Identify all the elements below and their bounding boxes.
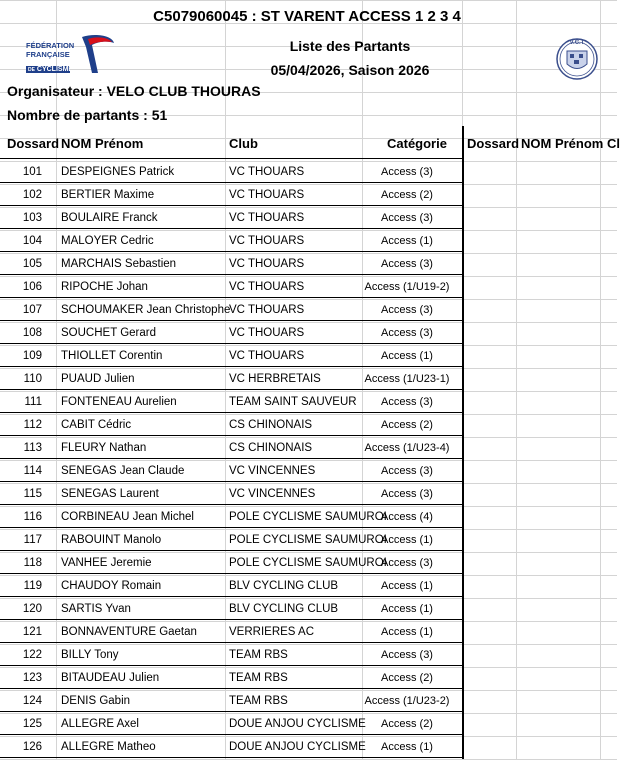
ffc-logo-line3: CYCLISME [36, 66, 74, 73]
dossard-cell: 110 [23, 373, 42, 385]
name-cell: SENEGAS Jean Claude [61, 465, 185, 477]
dossard-cell: 117 [23, 534, 42, 546]
table-row [0, 712, 462, 735]
club-cell: VC THOUARS [229, 281, 305, 293]
name-cell: PUAUD Julien [61, 373, 135, 385]
club-cell: VC VINCENNES [229, 488, 316, 500]
category-cell: Access (3) [381, 557, 433, 569]
dossard-cell: 114 [23, 465, 42, 477]
club-cell: VC HERBRETAIS [229, 373, 321, 385]
club-cell: VERRIERES AC [229, 626, 314, 638]
category-cell: Access (1/U23-4) [364, 442, 450, 454]
category-cell: Access (4) [381, 511, 433, 523]
participants-count: Nombre de partants : 51 [7, 107, 168, 123]
dossard-cell: 105 [22, 258, 42, 270]
name-cell: BERTIER Maxime [61, 189, 155, 201]
dossard-cell: 102 [22, 189, 42, 201]
dossard-cell: 116 [23, 511, 42, 523]
vct-crest-text: V.C.T [569, 40, 585, 46]
table-row [0, 344, 462, 367]
club-cell: VC THOUARS [229, 304, 305, 316]
club-cell: VC THOUARS [229, 189, 305, 201]
dossard-cell: 111 [24, 396, 42, 408]
name-cell: VANHEE Jeremie [61, 557, 152, 569]
name-cell: BONNAVENTURE Gaetan [61, 626, 197, 638]
table-row [0, 459, 462, 482]
ffc-logo-line1: FÉDÉRATION [26, 41, 75, 50]
table-row [0, 436, 462, 459]
category-cell: Access (3) [381, 488, 433, 500]
category-cell: Access (3) [381, 649, 433, 661]
ffc-logo [22, 33, 118, 77]
club-cell: POLE CYCLISME SAUMUROI [229, 557, 387, 569]
name-cell: FLEURY Nathan [61, 442, 147, 454]
club-cell: TEAM RBS [229, 649, 288, 661]
dossard-cell: 123 [22, 672, 42, 684]
name-cell: BILLY Tony [61, 649, 119, 661]
table-row [0, 206, 462, 229]
right-col-header-dossard: Dossard [467, 136, 520, 151]
club-cell: TEAM RBS [229, 672, 288, 684]
table-row [0, 505, 462, 528]
name-cell: THIOLLET Corentin [61, 350, 163, 362]
category-cell: Access (3) [381, 327, 433, 339]
dossard-cell: 119 [23, 580, 42, 592]
table-row [0, 574, 462, 597]
category-cell: Access (3) [381, 212, 433, 224]
name-cell: CHAUDOY Romain [61, 580, 162, 592]
club-cell: VC THOUARS [229, 212, 305, 224]
dossard-cell: 125 [22, 718, 42, 730]
event-title: C5079060045 : ST VARENT ACCESS 1 2 3 4 [153, 8, 461, 25]
category-cell: Access (3) [381, 258, 433, 270]
dossard-cell: 122 [22, 649, 42, 661]
club-cell: POLE CYCLISME SAUMUROI [229, 511, 387, 523]
category-cell: Access (2) [381, 672, 433, 684]
table-row [0, 735, 462, 758]
table-row [0, 321, 462, 344]
col-header-nom: NOM Prénom [61, 136, 144, 151]
grid-vline [516, 0, 517, 759]
table-row [0, 666, 462, 689]
club-cell: VC THOUARS [229, 327, 305, 339]
table-row [0, 528, 462, 551]
category-cell: Access (1/U23-2) [364, 695, 450, 707]
club-cell: BLV CYCLING CLUB [229, 603, 339, 615]
table-row [0, 160, 462, 183]
table-row [0, 275, 462, 298]
table-row [0, 298, 462, 321]
dossard-cell: 115 [23, 488, 42, 500]
dossard-cell: 113 [23, 442, 42, 454]
organizer-label: Organisateur : VELO CLUB THOURAS [7, 83, 261, 99]
category-cell: Access (2) [381, 718, 433, 730]
club-cell: VC THOUARS [229, 235, 305, 247]
name-cell: RIPOCHE Johan [61, 281, 148, 293]
col-header-dossard: Dossard [7, 136, 60, 151]
category-cell: Access (1) [381, 626, 433, 638]
right-col-header-partial: Cl [607, 136, 620, 151]
grid-hline [0, 0, 617, 1]
category-cell: Access (1) [381, 235, 433, 247]
category-cell: Access (1) [381, 534, 433, 546]
club-cell: VC THOUARS [229, 166, 305, 178]
category-cell: Access (2) [381, 419, 433, 431]
dossard-cell: 126 [22, 741, 42, 753]
category-cell: Access (1/U19-2) [364, 281, 450, 293]
category-cell: Access (1/U23-1) [364, 373, 450, 385]
dossard-cell: 120 [22, 603, 42, 615]
table-row [0, 597, 462, 620]
dossard-cell: 118 [23, 557, 42, 569]
dossard-cell: 107 [22, 304, 42, 316]
club-cell: TEAM SAINT SAUVEUR [229, 396, 357, 408]
category-cell: Access (2) [381, 189, 433, 201]
club-cell: CS CHINONAIS [229, 419, 313, 431]
table-row [0, 482, 462, 505]
name-cell: SENEGAS Laurent [61, 488, 159, 500]
date-season: 05/04/2026, Saison 2026 [270, 62, 430, 78]
name-cell: ALLEGRE Matheo [61, 741, 156, 753]
col-header-club: Club [229, 136, 258, 151]
category-cell: Access (3) [381, 465, 433, 477]
right-col-header-nom: NOM Prénom [521, 136, 604, 151]
club-cell: DOUE ANJOU CYCLISME [229, 741, 366, 753]
name-cell: MALOYER Cedric [61, 235, 154, 247]
dossard-cell: 112 [23, 419, 42, 431]
category-cell: Access (3) [381, 396, 433, 408]
name-cell: MARCHAIS Sebastien [61, 258, 177, 270]
name-cell: SARTIS Yvan [61, 603, 131, 615]
col-header-categorie: Catégorie [387, 136, 447, 151]
ffc-logo-line2: FRANÇAISE [26, 50, 70, 59]
name-cell: SCHOUMAKER Jean Christophe [61, 304, 231, 316]
category-cell: Access (3) [381, 166, 433, 178]
name-cell: CORBINEAU Jean Michel [61, 511, 194, 523]
table-row [0, 643, 462, 666]
table-row [0, 551, 462, 574]
dossard-cell: 124 [22, 695, 42, 707]
table-row [0, 367, 462, 390]
grid-vline [600, 0, 601, 759]
club-cell: VC THOUARS [229, 258, 305, 270]
name-cell: ALLEGRE Axel [61, 718, 139, 730]
table-row [0, 390, 462, 413]
category-cell: Access (1) [381, 580, 433, 592]
dossard-cell: 103 [22, 212, 42, 224]
table-row [0, 183, 462, 206]
name-cell: BOULAIRE Franck [61, 212, 158, 224]
name-cell: DESPEIGNES Patrick [61, 166, 175, 178]
club-cell: DOUE ANJOU CYCLISME [229, 718, 366, 730]
category-cell: Access (1) [381, 603, 433, 615]
dossard-cell: 106 [22, 281, 42, 293]
name-cell: CABIT Cédric [61, 419, 132, 431]
category-cell: Access (1) [381, 350, 433, 362]
table-row [0, 413, 462, 436]
club-cell: VC VINCENNES [229, 465, 316, 477]
name-cell: BITAUDEAU Julien [61, 672, 160, 684]
dossard-cell: 104 [22, 235, 42, 247]
name-cell: DENIS Gabin [61, 695, 131, 707]
header-underline [0, 158, 462, 159]
club-cell: POLE CYCLISME SAUMUROI [229, 534, 387, 546]
club-cell: BLV CYCLING CLUB [229, 580, 339, 592]
club-cell: CS CHINONAIS [229, 442, 313, 454]
ffc-logo-prefix: DE [28, 67, 35, 73]
list-title: Liste des Partants [289, 38, 411, 54]
club-cell: TEAM RBS [229, 695, 288, 707]
dossard-cell: 109 [22, 350, 42, 362]
table-row [0, 689, 462, 712]
category-cell: Access (3) [381, 304, 433, 316]
table-row [0, 229, 462, 252]
club-cell: VC THOUARS [229, 350, 305, 362]
table-divider [462, 126, 464, 759]
table-row [0, 252, 462, 275]
category-cell: Access (1) [381, 741, 433, 753]
dossard-cell: 108 [22, 327, 42, 339]
name-cell: RABOUINT Manolo [61, 534, 162, 546]
dossard-cell: 121 [22, 626, 42, 638]
vct-crest-logo [555, 37, 599, 81]
name-cell: SOUCHET Gerard [61, 327, 157, 339]
table-row [0, 620, 462, 643]
name-cell: FONTENEAU Aurelien [61, 396, 177, 408]
dossard-cell: 101 [22, 166, 42, 178]
